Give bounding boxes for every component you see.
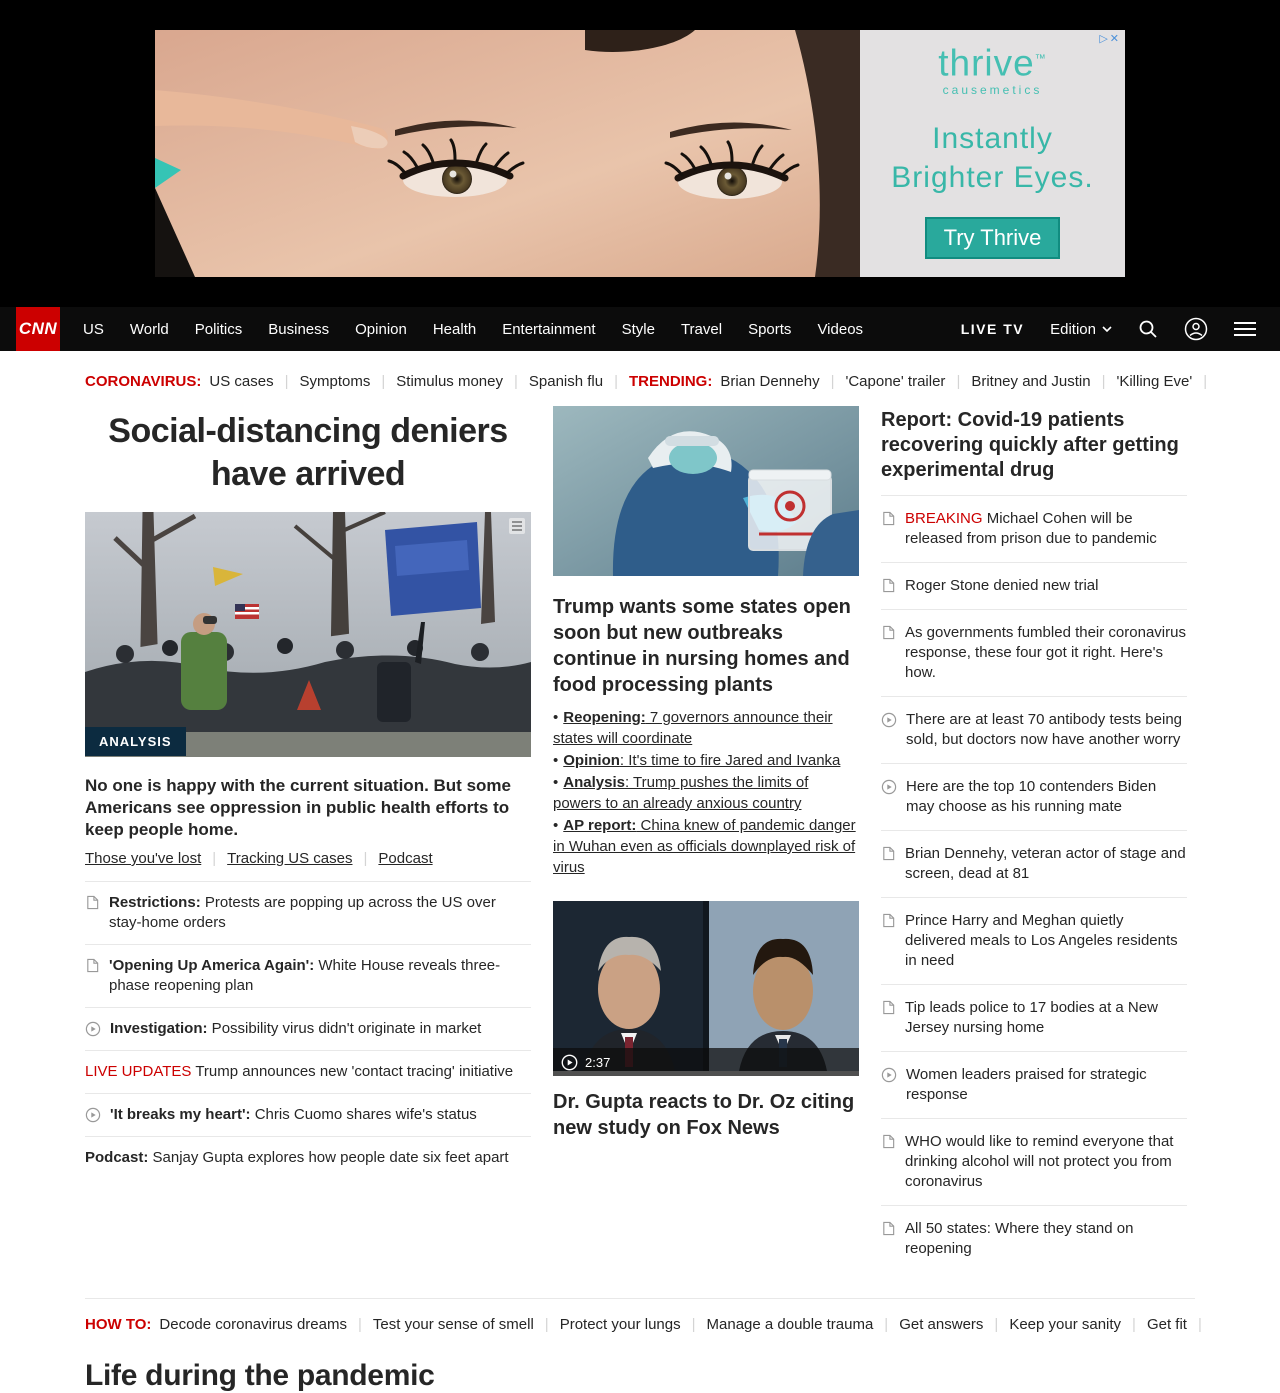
story-row[interactable] xyxy=(881,984,1187,1051)
howto-link[interactable]: Manage a double trauma xyxy=(706,1316,874,1333)
main-navbar xyxy=(0,307,1280,351)
middle-headline[interactable]: Trump wants some states open soon but new outbreaks continue in nursing homes and food processing plants xyxy=(553,596,851,696)
two-doctors-photo xyxy=(553,901,859,1071)
bullet-link[interactable]: • Reopening: 7 governors announce their states will coordinate xyxy=(553,709,833,747)
story-text: Brian Dennehy, veteran actor of stage and screen, dead at 81 xyxy=(905,845,1186,882)
video-headline[interactable]: Dr. Gupta reacts to Dr. Oz citing new study on Fox News xyxy=(553,1091,855,1139)
trending-link[interactable]: 'Killing Eve' xyxy=(1116,373,1193,390)
howto-bar xyxy=(85,1316,1202,1333)
middle-bullet-list xyxy=(553,707,859,878)
right-rail xyxy=(881,406,1187,1272)
hamburger-menu-icon[interactable] xyxy=(1234,321,1256,337)
pipe-divider: | xyxy=(884,1316,889,1333)
article-icon xyxy=(881,1221,896,1236)
video-thumbnail[interactable] xyxy=(553,901,859,1076)
middle-column xyxy=(553,406,859,1141)
search-icon[interactable] xyxy=(1138,319,1158,339)
nav-item-opinion[interactable]: Opinion xyxy=(355,320,407,338)
nav-item-videos[interactable]: Videos xyxy=(817,320,864,338)
cnn-logo[interactable]: CNN xyxy=(16,307,60,351)
trending-link[interactable]: Stimulus money xyxy=(396,373,503,390)
story-row[interactable] xyxy=(881,609,1187,696)
ppe-photo[interactable] xyxy=(553,406,859,581)
edition-dropdown[interactable]: Edition xyxy=(1050,321,1112,338)
article-icon xyxy=(881,1000,896,1015)
right-rail-list xyxy=(881,495,1187,1272)
story-text: Here are the top 10 contenders Biden may choose as his running mate xyxy=(906,778,1157,815)
story-row[interactable] xyxy=(85,1136,531,1179)
lead-headline[interactable]: Social-distancing deniers have arrived xyxy=(108,412,508,493)
story-row[interactable] xyxy=(881,830,1187,897)
story-row[interactable] xyxy=(881,1205,1187,1272)
video-play-icon xyxy=(85,1021,101,1037)
video-play-icon xyxy=(85,1107,101,1123)
ad-photo-eyes xyxy=(155,30,860,277)
section-divider xyxy=(85,1298,1195,1299)
pipe-divider: | xyxy=(1197,1316,1202,1333)
ad-cta-button[interactable]: Try Thrive xyxy=(925,217,1061,259)
howto-label: HOW TO: xyxy=(85,1316,152,1333)
video-duration: 2:37 xyxy=(585,1054,611,1070)
nav-item-business[interactable]: Business xyxy=(268,320,330,338)
story-row[interactable] xyxy=(85,944,531,1007)
top-ad-band xyxy=(0,0,1280,307)
nav-item-style[interactable]: Style xyxy=(621,320,655,338)
pipe-divider: | xyxy=(691,1316,696,1333)
adchoices-icon[interactable]: ▷ xyxy=(1099,33,1110,45)
main-content xyxy=(85,406,1195,1272)
story-row[interactable] xyxy=(881,696,1187,763)
ad-headline: Instantly Brighter Eyes. xyxy=(891,121,1094,194)
chevron-down-icon xyxy=(1102,326,1112,332)
lead-dek[interactable]: No one is happy with the current situation. But some Americans see oppression in public health efforts to keep people home. xyxy=(85,776,511,839)
bullet-link[interactable]: • Opinion: It's time to fire Jared and Ivanka xyxy=(553,752,841,769)
story-row[interactable] xyxy=(881,495,1187,562)
article-icon xyxy=(881,846,896,861)
story-row[interactable] xyxy=(881,562,1187,609)
nav-item-health[interactable]: Health xyxy=(432,320,477,338)
lead-photo[interactable] xyxy=(85,512,531,762)
ppe-photo-illustration xyxy=(553,406,859,576)
lead-column xyxy=(85,406,531,1179)
video-play-icon xyxy=(881,1067,897,1083)
trending-link[interactable]: Symptoms xyxy=(299,373,371,390)
ad-close-icon[interactable]: ✕ xyxy=(1109,33,1121,45)
live-tv-button[interactable]: LIVE TV xyxy=(960,321,1025,337)
pipe-divider: | xyxy=(956,373,961,390)
pipe-divider: | xyxy=(994,1316,999,1333)
story-text: Roger Stone denied new trial xyxy=(905,577,1099,594)
bullet-link[interactable]: • Analysis: Trump pushes the limits of powers to an already anxious country xyxy=(553,774,809,812)
trending-link[interactable]: 'Capone' trailer xyxy=(845,373,946,390)
bullet-link[interactable]: • AP report: China knew of pandemic danger in Wuhan even as officials downplayed risk of virus xyxy=(553,817,856,876)
story-row[interactable] xyxy=(85,1050,531,1093)
analysis-badge: ANALYSIS xyxy=(85,727,186,756)
howto-link[interactable]: Decode coronavirus dreams xyxy=(159,1316,347,1333)
coronavirus-label: CORONAVIRUS: xyxy=(85,373,202,390)
nav-item-travel[interactable]: Travel xyxy=(680,320,723,338)
ad-brand-sub: causemetics xyxy=(942,82,1043,97)
sublink[interactable]: Those you've lost xyxy=(85,850,202,867)
pipe-divider: | xyxy=(614,373,619,390)
nav-item-entertainment[interactable]: Entertainment xyxy=(502,320,596,338)
nav-item-world[interactable]: World xyxy=(129,320,169,338)
article-icon xyxy=(881,511,896,526)
howto-link[interactable]: Get fit xyxy=(1146,1316,1187,1333)
right-rail-headline[interactable]: Report: Covid-19 patients recovering quickly after getting experimental drug xyxy=(881,409,1179,481)
howto-link[interactable]: Test your sense of smell xyxy=(372,1316,534,1333)
story-text: All 50 states: Where they stand on reopening xyxy=(905,1220,1134,1257)
video-bar xyxy=(553,1048,859,1076)
article-icon xyxy=(881,1134,896,1149)
pipe-divider: | xyxy=(1101,373,1106,390)
trending-link[interactable]: Britney and Justin xyxy=(971,373,1091,390)
pipe-divider: | xyxy=(544,1316,549,1333)
story-row[interactable] xyxy=(85,1093,531,1136)
display-ad[interactable] xyxy=(155,30,1125,277)
story-text: Restrictions: Protests are popping up across the US over stay-home orders xyxy=(109,894,496,931)
story-row[interactable] xyxy=(881,1051,1187,1118)
ad-brand-logo: thrive™ xyxy=(938,42,1047,84)
ad-eyes-illustration xyxy=(155,30,860,277)
nav-right-cluster xyxy=(961,317,1256,341)
story-text: 'It breaks my heart': Chris Cuomo shares wife's status xyxy=(110,1106,477,1123)
trending-link[interactable]: Brian Dennehy xyxy=(720,373,820,390)
story-text: Tip leads police to 17 bodies at a New Jersey nursing home xyxy=(905,999,1158,1036)
story-text: 'Opening Up America Again': White House reveals three-phase reopening plan xyxy=(109,957,501,994)
ad-text-panel xyxy=(860,30,1125,277)
trending-label: TRENDING: xyxy=(629,373,713,390)
story-row[interactable] xyxy=(881,1118,1187,1205)
pipe-divider: | xyxy=(284,373,289,390)
story-text: Prince Harry and Meghan quietly delivered meals to Los Angeles residents in need xyxy=(905,912,1178,969)
pipe-divider: | xyxy=(1203,373,1208,390)
nav-item-us[interactable]: US xyxy=(83,320,104,338)
video-play-icon xyxy=(881,712,897,728)
story-text: As governments fumbled their coronavirus response, these four got it right. Here's how. xyxy=(905,624,1186,681)
video-play-icon xyxy=(561,1054,578,1071)
howto-link[interactable]: Protect your lungs xyxy=(559,1316,681,1333)
story-row[interactable] xyxy=(881,897,1187,984)
story-text: There are at least 70 antibody tests being sold, but doctors now have another worry xyxy=(906,711,1183,748)
trending-bar xyxy=(85,373,1208,390)
lead-sublinks xyxy=(85,850,531,867)
pipe-divider: | xyxy=(830,373,835,390)
lead-story-list xyxy=(85,881,531,1179)
story-row[interactable] xyxy=(881,763,1187,830)
article-icon xyxy=(881,625,896,640)
pipe-divider: | xyxy=(363,850,368,867)
sublink[interactable]: Tracking US cases xyxy=(227,850,353,867)
bullet-dot: • xyxy=(553,774,559,791)
nav-menu xyxy=(70,321,876,338)
article-icon xyxy=(881,578,896,593)
bullet-dot: • xyxy=(553,709,559,726)
story-row[interactable] xyxy=(85,881,531,944)
trending-link[interactable]: Spanish flu xyxy=(528,373,604,390)
adchoices-area[interactable] xyxy=(1099,32,1121,45)
video-play-icon xyxy=(881,779,897,795)
protest-photo xyxy=(85,512,531,757)
story-text: Investigation: Possibility virus didn't originate in market xyxy=(110,1020,482,1037)
pipe-divider: | xyxy=(381,373,386,390)
pipe-divider: | xyxy=(513,373,518,390)
nav-item-politics[interactable]: Politics xyxy=(194,320,243,338)
section-title: Life during the pandemic xyxy=(85,1359,435,1392)
article-icon xyxy=(881,913,896,928)
story-text: WHO would like to remind everyone that drinking alcohol will not protect you from coronavirus xyxy=(905,1133,1174,1190)
story-text: Women leaders praised for strategic response xyxy=(906,1066,1147,1103)
howto-link[interactable]: Keep your sanity xyxy=(1009,1316,1122,1333)
account-icon[interactable] xyxy=(1184,317,1208,341)
howto-link[interactable]: Get answers xyxy=(899,1316,984,1333)
article-icon xyxy=(85,958,100,973)
trending-link[interactable]: US cases xyxy=(209,373,274,390)
bullet-dot: • xyxy=(553,817,559,834)
story-text: Podcast: Sanjay Gupta explores how people date six feet apart xyxy=(85,1149,509,1166)
bullet-dot: • xyxy=(553,752,559,769)
pipe-divider: | xyxy=(212,850,217,867)
pipe-divider: | xyxy=(357,1316,362,1333)
sublink[interactable]: Podcast xyxy=(378,850,433,867)
story-text: BREAKING Michael Cohen will be released from prison due to pandemic xyxy=(905,510,1157,547)
article-icon xyxy=(85,895,100,910)
pipe-divider: | xyxy=(1132,1316,1136,1333)
gallery-icon xyxy=(508,517,526,540)
nav-item-sports[interactable]: Sports xyxy=(748,320,792,338)
story-text: LIVE UPDATES Trump announces new 'contact tracing' initiative xyxy=(85,1063,514,1080)
story-row[interactable] xyxy=(85,1007,531,1050)
